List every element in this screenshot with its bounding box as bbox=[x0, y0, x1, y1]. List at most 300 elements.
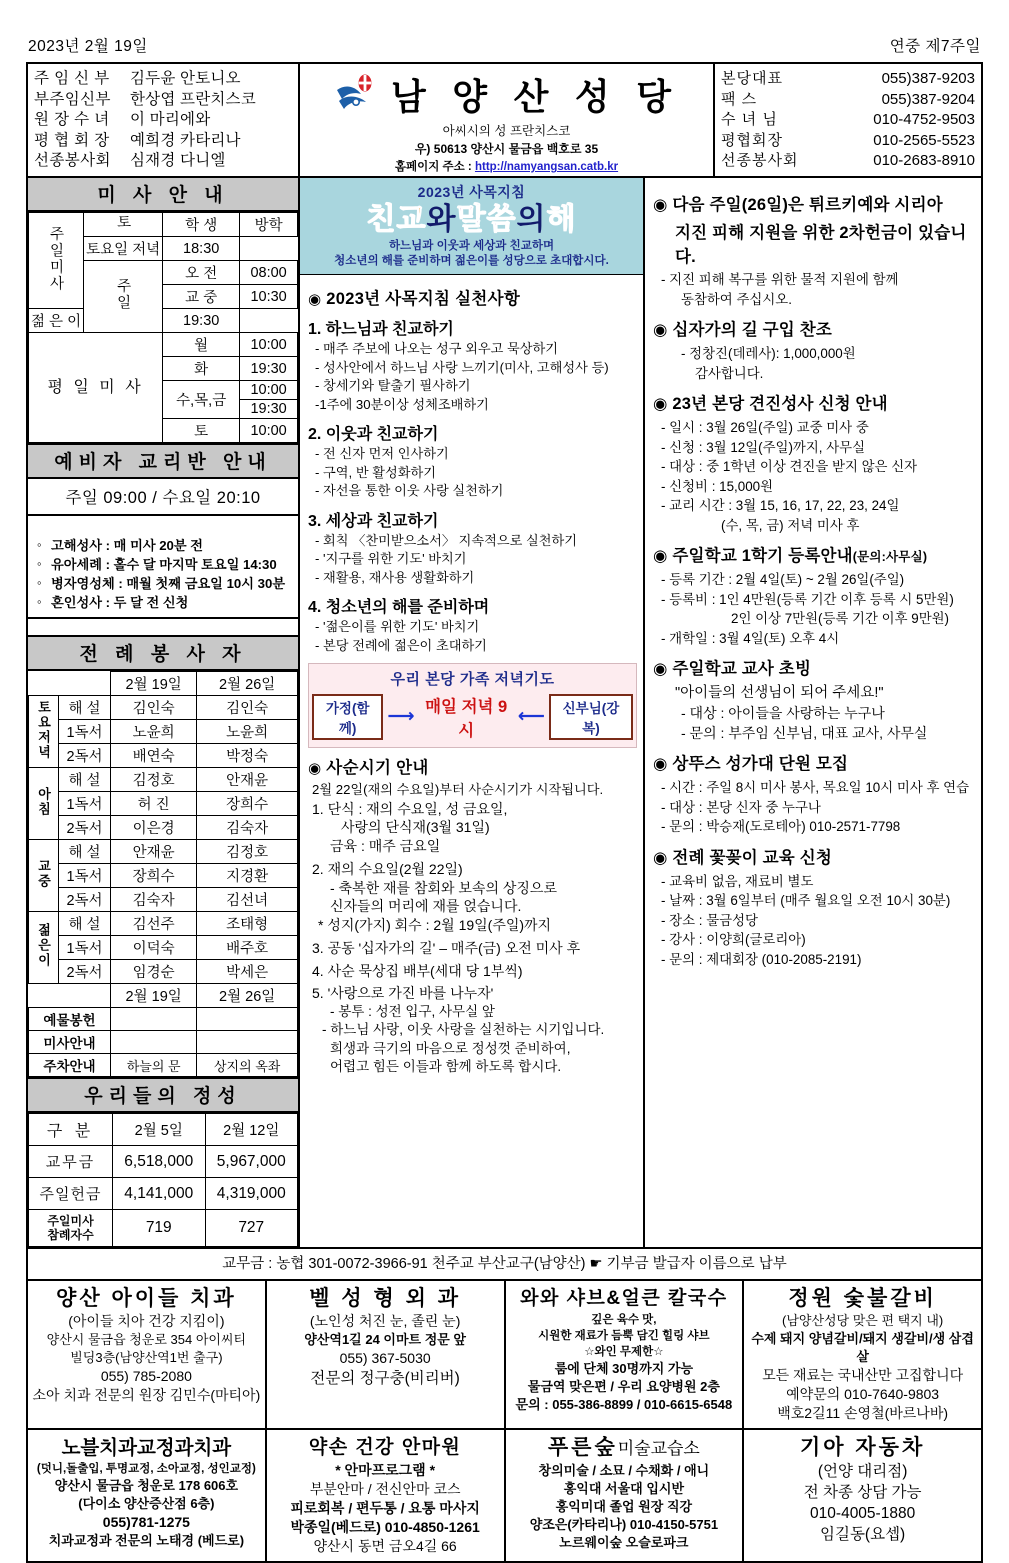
bullet-icon: ◉ bbox=[653, 395, 668, 413]
volunteer-role: 2독서 bbox=[59, 744, 111, 768]
staff-name: 심재경 다니엘 bbox=[130, 152, 226, 169]
table-row bbox=[29, 912, 298, 936]
volunteer-name: 김선녀 bbox=[197, 888, 298, 912]
announcement-heading-line2: 지진 피해 지원을 위한 2차헌금이 있습니다. bbox=[675, 224, 967, 266]
announcement-line: (수, 목, 금) 저녁 미사 후 bbox=[721, 517, 860, 533]
guideline-item: -1주에 30분이상 성체조배하기 bbox=[315, 396, 489, 412]
offering-table bbox=[28, 1113, 298, 1247]
family-prayer-box bbox=[308, 663, 637, 748]
announcement-line: - 교육비 없음, 재료비 별도 bbox=[661, 873, 814, 889]
contact-row bbox=[721, 151, 975, 172]
banner-word-3: 말씀 bbox=[456, 203, 517, 236]
ad-line: 치과교정과 전문의 노태경 (베드로) bbox=[48, 1532, 245, 1548]
ad-name: 양산 아이들 치과 bbox=[56, 1286, 237, 1310]
lent-heading bbox=[308, 754, 637, 778]
contact-value: 055)387-9203 bbox=[881, 70, 975, 87]
volunteer-group: 젊은이 bbox=[29, 912, 59, 984]
lent-item: 신자들의 머리에 재를 얹습니다. bbox=[330, 898, 522, 914]
announcement-heading-text: 다음 주일(26일)은 튀르키예와 시리아 bbox=[672, 196, 943, 214]
mass-time: 10:00 bbox=[240, 333, 298, 357]
mass-name: 젊 은 이 bbox=[29, 309, 84, 333]
table-row bbox=[29, 672, 298, 696]
banner-word-4: 의 bbox=[516, 203, 547, 236]
announcement-line: - 일시 : 3월 26일(주일) 교중 미사 중 bbox=[661, 420, 869, 435]
ad-card[interactable] bbox=[506, 1430, 745, 1561]
ad-line: 양산시 물금읍 청운로 354 아이씨티 bbox=[46, 1331, 247, 1347]
staff-row bbox=[34, 90, 298, 111]
lent-item: 어렵고 힘든 이들과 함께 하도록 합시다. bbox=[330, 1059, 562, 1074]
announcement-heading-text: 주일학교 1학기 등록안내 bbox=[672, 547, 853, 565]
staff-list bbox=[28, 64, 300, 176]
mass-name: 토 bbox=[163, 419, 240, 443]
ad-line: ☆와인 무제한☆ bbox=[584, 1345, 664, 1358]
announcement-line: - 개학일 : 3월 4일(토) 오후 4시 bbox=[661, 630, 840, 646]
liturgical-week: 연중 제7주일 bbox=[889, 38, 981, 55]
ad-line: 양산시 물금읍 청운로 178 606호 bbox=[54, 1477, 239, 1493]
ad-name-sub: 미술교습소 bbox=[617, 1438, 700, 1458]
ad-name: 약손 건강 안마원 bbox=[308, 1436, 462, 1458]
ad-line: 010-4005-1880 bbox=[810, 1504, 916, 1522]
volunteer-name: 조태형 bbox=[197, 912, 298, 936]
announcement-heading bbox=[653, 655, 973, 679]
church-identity bbox=[300, 64, 713, 176]
contact-value: 010-4752-9503 bbox=[873, 111, 975, 128]
bullet-icon: ◉ bbox=[653, 321, 668, 339]
ad-line: 부분안마 / 전신안마 코스 bbox=[309, 1480, 461, 1497]
middle-column bbox=[300, 178, 645, 1247]
ad-card[interactable] bbox=[28, 1430, 267, 1561]
volunteer-role: 1독서 bbox=[59, 720, 111, 744]
mass-time: 19:30 bbox=[240, 400, 298, 419]
banner-word-1: 친교 bbox=[366, 203, 427, 236]
mass-group-sunday bbox=[29, 213, 84, 309]
guideline-item: - 재활용, 재사용 생활화하기 bbox=[315, 569, 475, 585]
table-row bbox=[29, 1178, 298, 1210]
lent-item: 5. '사랑으로 가진 바를 나누자' bbox=[312, 985, 494, 1001]
ad-line: * 안마프로그램 * bbox=[335, 1461, 436, 1478]
extra-b: 상지의 옥좌 bbox=[197, 1054, 298, 1077]
guideline-title: 1. 하느님과 친교하기 bbox=[308, 321, 454, 338]
mass-day-sat bbox=[84, 213, 163, 237]
announcement-line: - 등록비 : 1인 4만원(등록 기간 이후 등록 시 5만원) bbox=[661, 591, 954, 607]
volunteers-col1-header: 2월 19일 bbox=[111, 672, 197, 696]
catechumen-title: 예비자 교리반 안내 bbox=[28, 443, 298, 479]
offering-label: 주일헌금 bbox=[29, 1178, 113, 1210]
volunteer-name: 지경환 bbox=[197, 864, 298, 888]
mass-schedule-title: 미 사 안 내 bbox=[28, 178, 298, 212]
bullet-icon: ◉ bbox=[653, 660, 668, 678]
announcement-line: - 교리 시간 : 3월 15, 16, 17, 22, 23, 24일 bbox=[661, 498, 900, 513]
bank-account-line: 교무금 : 농협 301-0072-3966-91 천주교 부산교구(남양산) ☛ 기부금 발급자 이름으로 납부 bbox=[26, 1247, 983, 1281]
bullet-icon: ◉ bbox=[653, 196, 668, 214]
volunteer-role: 1독서 bbox=[59, 864, 111, 888]
ad-line: (다이소 양산증산점 6층) bbox=[78, 1495, 215, 1511]
ad-name: 기아 자동차 bbox=[799, 1435, 926, 1459]
staff-name: 예희경 카타리나 bbox=[130, 131, 241, 149]
attendance-value: 719 bbox=[113, 1210, 206, 1247]
announcement-heading bbox=[653, 844, 973, 868]
staff-row bbox=[34, 69, 298, 90]
staff-row bbox=[34, 151, 298, 172]
guidelines-heading-text: 2023년 사목지침 실천사항 bbox=[326, 290, 521, 308]
volunteer-name: 장희수 bbox=[197, 792, 298, 816]
banner-subline-1: 하느님과 이웃과 세상과 친교하며 bbox=[388, 240, 555, 252]
ad-row bbox=[28, 1430, 981, 1561]
ad-card[interactable] bbox=[744, 1430, 981, 1561]
announcement-line: - 문의 : 제대회장 (010-2085-2191) bbox=[661, 951, 862, 967]
ad-line: 전문의 정구충(비리버) bbox=[310, 1369, 460, 1387]
mass-time: 18:30 bbox=[163, 237, 240, 261]
volunteer-name: 김정호 bbox=[111, 768, 197, 792]
offering-value: 6,518,000 bbox=[113, 1146, 206, 1178]
offering-value: 4,141,000 bbox=[113, 1178, 206, 1210]
offering-col1-header: 2월 5일 bbox=[113, 1114, 206, 1146]
volunteer-role: 해 설 bbox=[59, 696, 111, 720]
volunteers-col2-header: 2월 26일 bbox=[197, 672, 298, 696]
mass-day-label: 토 bbox=[114, 214, 131, 231]
volunteer-name: 안재윤 bbox=[111, 840, 197, 864]
volunteer-name: 이은경 bbox=[111, 816, 197, 840]
extra-a: 하늘의 문 bbox=[111, 1054, 197, 1077]
ad-line: 시원한 재료가 듬뿍 담긴 힐링 샤브 bbox=[538, 1329, 710, 1342]
volunteer-role: 해 설 bbox=[59, 912, 111, 936]
announcement-line: - 문의 : 박승재(도로테아) 010-2571-7798 bbox=[661, 819, 901, 834]
announcement-heading bbox=[653, 316, 973, 340]
ad-line: 깊은 육수 맛, bbox=[591, 1313, 657, 1326]
pastoral-year-banner bbox=[300, 178, 643, 275]
guideline-title: 3. 세상과 친교하기 bbox=[308, 512, 439, 530]
announcement-line: - 대상 : 중 1학년 이상 견진을 받지 않은 신자 bbox=[661, 459, 918, 474]
lent-item: 1. 단식 : 재의 수요일, 성 금요일, bbox=[312, 800, 508, 817]
announcement-heading-text: 주일학교 교사 초빙 bbox=[672, 660, 812, 678]
ad-line: (아이들 치아 건강 지킴이) bbox=[68, 1312, 225, 1329]
volunteer-group: 토요저녁 bbox=[29, 696, 59, 768]
volunteer-name: 노윤희 bbox=[111, 720, 197, 744]
contact-row bbox=[721, 90, 975, 111]
lent-item: 희생과 극기의 마음으로 정성껏 준비하여, bbox=[330, 1040, 571, 1056]
staff-role: 주 임 신 부 bbox=[34, 70, 110, 87]
guideline-item: - '젊은이를 위한 기도' 바치기 bbox=[315, 619, 480, 634]
ad-line: (덧니,돌출입, 투명교정, 소아교정, 성인교정) bbox=[36, 1462, 256, 1475]
catechumen-time: 주일 09:00 / 수요일 20:10 bbox=[28, 479, 298, 516]
arrow-right-icon: ⟶ bbox=[387, 706, 415, 727]
table-row bbox=[29, 720, 298, 744]
family-prayer-title: 우리 본당 가족 저녁기도 bbox=[390, 671, 555, 688]
announcement-line: - 등록 기간 : 2월 4일(토) ~ 2월 26일(주일) bbox=[661, 572, 905, 587]
offering-div-header: 구 분 bbox=[29, 1114, 113, 1146]
ad-card[interactable] bbox=[506, 1281, 745, 1428]
bullet-icon: ◉ bbox=[653, 547, 668, 565]
ad-line: 문의 : 055-386-8899 / 010-6615-6548 bbox=[515, 1396, 733, 1412]
volunteer-name: 김숙자 bbox=[197, 816, 298, 840]
announcement-heading bbox=[653, 542, 973, 566]
ad-line: 전 차종 상담 가능 bbox=[803, 1483, 922, 1501]
mass-time: 10:00 bbox=[240, 419, 298, 443]
homepage-label: 홈페이지 주소 : bbox=[394, 161, 472, 173]
volunteers-extra-col1: 2월 19일 bbox=[111, 984, 197, 1008]
ad-line: 모든 재료는 국내산만 고집합니다 bbox=[762, 1366, 964, 1383]
lent-item: - 봉투 : 성전 입구, 사무실 앞 bbox=[330, 1003, 495, 1019]
mass-group-label: 주일미사 bbox=[47, 225, 64, 292]
staff-role: 부주임신부 bbox=[34, 90, 111, 108]
offering-value: 5,967,000 bbox=[205, 1146, 298, 1178]
staff-name: 이 마리에와 bbox=[130, 111, 211, 128]
guideline-title: 4. 청소년의 해를 준비하며 bbox=[308, 599, 490, 616]
contact-value: 055)387-9204 bbox=[881, 90, 975, 108]
ad-name: 정원 숯불갈비 bbox=[788, 1286, 937, 1310]
table-row bbox=[29, 768, 298, 792]
lent-item: 2. 재의 수요일(2월 22일) bbox=[312, 861, 463, 877]
contact-label: 본당대표 bbox=[721, 70, 783, 87]
announcement-line: - 장소 : 물금성당 bbox=[661, 912, 758, 928]
bulletin-columns bbox=[26, 178, 983, 1249]
mass-name: 월 bbox=[163, 333, 240, 357]
lent-item: 4. 사순 묵상집 배부(세대 당 1부씩) bbox=[312, 962, 523, 979]
contact-row bbox=[721, 131, 975, 152]
family-prayer-left-chip: 가정(함께) bbox=[312, 694, 383, 740]
guideline-item: - 본당 전례에 젊은이 초대하기 bbox=[315, 637, 487, 653]
homepage-line bbox=[300, 158, 713, 174]
table-row bbox=[29, 840, 298, 864]
table-row bbox=[29, 960, 298, 984]
lent-intro: 2월 22일(재의 수요일)부터 사순시기가 시작됩니다. bbox=[312, 782, 604, 797]
contact-label: 팩 스 bbox=[721, 90, 758, 108]
table-row bbox=[29, 1210, 298, 1247]
ad-card[interactable] bbox=[267, 1430, 506, 1561]
staff-row bbox=[34, 131, 298, 152]
volunteer-name: 김인숙 bbox=[111, 696, 197, 720]
list-item: ◦ 혼인성사 : 두 달 전 신청 bbox=[36, 593, 296, 612]
announcement-line: - 정창진(데레사): 1,000,000원 bbox=[681, 346, 856, 361]
ad-line: 055) 367-5030 bbox=[339, 1349, 431, 1366]
guidelines-section bbox=[300, 275, 643, 1080]
extra-b bbox=[197, 1031, 298, 1054]
volunteers-table bbox=[28, 671, 298, 1077]
bullet-icon: ◉ bbox=[653, 755, 668, 773]
staff-role: 선종봉사회 bbox=[34, 152, 111, 169]
guideline-item: - 전 신자 먼저 인사하기 bbox=[315, 446, 449, 461]
ad-line: (언양 대리점) bbox=[817, 1462, 908, 1480]
volunteer-name: 안재윤 bbox=[197, 768, 298, 792]
volunteer-role: 해 설 bbox=[59, 768, 111, 792]
extra-a bbox=[111, 1008, 197, 1031]
table-row bbox=[29, 696, 298, 720]
ad-name: 와와 샤브&얼큰 칼국수 bbox=[520, 1287, 728, 1309]
attendance-label-line2: 참례자수 bbox=[47, 1228, 94, 1242]
guideline-item: - 회칙 〈찬미받으소서〉 지속적으로 실천하기 bbox=[315, 532, 577, 548]
table-row bbox=[29, 213, 298, 237]
lent-item: 금육 : 매주 금요일 bbox=[330, 837, 441, 854]
ad-line: 피로회복 / 편두통 / 요통 마사지 bbox=[290, 1499, 480, 1516]
ad-line: (남양산성당 맞은 편 택지 내) bbox=[782, 1312, 944, 1328]
extra-role: 미사안내 bbox=[29, 1031, 111, 1054]
attendance-value: 727 bbox=[205, 1210, 298, 1247]
mass-schedule-table bbox=[28, 212, 298, 443]
volunteer-name: 김정호 bbox=[197, 840, 298, 864]
table-row bbox=[29, 333, 298, 357]
mass-group-weekday: 평 일 미 사 bbox=[29, 333, 163, 443]
guideline-item: - 매주 주보에 나오는 성구 외우고 묵상하기 bbox=[315, 341, 558, 356]
volunteer-name: 배주호 bbox=[197, 936, 298, 960]
mass-name: 오 전 bbox=[163, 261, 240, 285]
bulletin-date: 2023년 2월 19일 bbox=[28, 38, 148, 55]
list-item: ◦ 고해성사 : 매 미사 20분 전 bbox=[36, 536, 296, 555]
staff-role: 평 협 회 장 bbox=[34, 131, 110, 149]
table-row bbox=[29, 1031, 298, 1054]
bullet-icon: ◉ bbox=[308, 760, 322, 777]
lent-item: - 하느님 사랑, 이웃 사랑을 실천하는 시기입니다. bbox=[322, 1022, 605, 1037]
church-address: 우) 50613 양산시 물금읍 백호로 35 bbox=[414, 142, 599, 156]
offering-value: 4,319,000 bbox=[205, 1178, 298, 1210]
table-row bbox=[29, 1146, 298, 1178]
ad-line: 룸에 단체 30명까지 가능 bbox=[554, 1360, 694, 1376]
volunteer-name: 김선주 bbox=[111, 912, 197, 936]
table-row bbox=[29, 792, 298, 816]
ad-name bbox=[509, 1435, 740, 1462]
attendance-label-line1: 주일미사 bbox=[47, 1214, 94, 1228]
mass-time: 19:30 bbox=[240, 357, 298, 381]
announcement-quote: "아이들의 선생님이 되어 주세요!" bbox=[675, 685, 884, 701]
announcement-heading-note: (문의:사무실) bbox=[852, 550, 928, 564]
volunteer-role: 2독서 bbox=[59, 960, 111, 984]
contact-value: 010-2683-8910 bbox=[873, 152, 975, 169]
mass-name: 토요일 저녁 bbox=[84, 237, 163, 261]
mass-time: 10:30 bbox=[240, 285, 298, 309]
list-item: ◦ 유아세례 : 홀수 달 마지막 토요일 14:30 bbox=[36, 555, 296, 574]
dateline bbox=[26, 34, 983, 62]
lent-item: 3. 공동 '십자가의 길' – 매주(금) 오전 미사 후 bbox=[312, 940, 581, 956]
mass-time: 19:30 bbox=[163, 309, 240, 333]
mass-name: 화 bbox=[163, 357, 240, 381]
announcement-line: - 대상 : 본당 신자 중 누구나 bbox=[661, 799, 821, 815]
announcement-line: - 신청 : 3월 12일(주일)까지, 사무실 bbox=[661, 439, 866, 455]
ad-line: 백호2길11 손영철(바르나바) bbox=[777, 1404, 949, 1421]
ad-name-main: 푸른숲 bbox=[547, 1435, 618, 1459]
patron-saint: 아씨시의 성 프란치스코 bbox=[442, 124, 571, 138]
table-row bbox=[29, 1008, 298, 1031]
offering-label: 교무금 bbox=[29, 1146, 113, 1178]
volunteer-name: 박세은 bbox=[197, 960, 298, 984]
staff-role: 원 장 수 녀 bbox=[34, 111, 110, 128]
table-row bbox=[29, 864, 298, 888]
announcement-line: 2인 이상 7만원(등록 기간 이후 9만원) bbox=[731, 611, 950, 626]
family-prayer-row bbox=[312, 693, 633, 741]
volunteer-group: 아침 bbox=[29, 768, 59, 840]
family-prayer-time: 매일 저녁 9시 bbox=[425, 698, 508, 740]
announcement-heading bbox=[653, 390, 973, 414]
ad-line: (노인성 처진 눈, 졸린 눈) bbox=[309, 1312, 461, 1329]
table-row bbox=[29, 744, 298, 768]
lent-item: 사랑의 단식재(3월 31일) bbox=[341, 819, 490, 835]
ad-card[interactable] bbox=[744, 1281, 981, 1428]
table-row bbox=[29, 816, 298, 840]
volunteer-name: 김숙자 bbox=[111, 888, 197, 912]
mass-time: 08:00 bbox=[240, 261, 298, 285]
contact-label: 선종봉사회 bbox=[721, 152, 799, 169]
announcement-heading-text: 십자가의 길 구입 찬조 bbox=[672, 321, 833, 339]
bullet-icon: ◉ bbox=[653, 848, 668, 867]
lent-item: * 성지(가지) 회수 : 2월 19일(주일)까지 bbox=[318, 916, 552, 933]
staff-name: 한상엽 프란치스코 bbox=[130, 90, 256, 108]
ad-line: 홍익미대 졸업 원장 직강 bbox=[555, 1498, 693, 1514]
attendance-label bbox=[29, 1210, 113, 1247]
guideline-item: - 창세기와 탈출기 필사하기 bbox=[315, 378, 471, 393]
staff-row bbox=[34, 110, 298, 131]
announcement-heading bbox=[653, 191, 973, 215]
bullet-icon: ◉ bbox=[308, 291, 322, 308]
ad-card[interactable] bbox=[267, 1281, 506, 1428]
announcement-line: - 날짜 : 3월 6일부터 (매주 월요일 오전 10시 30분) bbox=[661, 893, 951, 908]
volunteer-name: 장희수 bbox=[111, 864, 197, 888]
extra-role: 예물봉헌 bbox=[29, 1008, 111, 1031]
mass-time: 10:00 bbox=[240, 381, 298, 400]
guidelines-heading bbox=[308, 285, 637, 309]
family-prayer-right-chip: 신부님(강복) bbox=[549, 694, 633, 740]
offering-col2-header: 2월 12일 bbox=[205, 1114, 298, 1146]
volunteer-group: 교중 bbox=[29, 840, 59, 912]
ad-line: 노르웨이숲 오슬로파크 bbox=[559, 1534, 689, 1550]
volunteers-title: 전 례 봉 사 자 bbox=[28, 635, 298, 671]
volunteer-name: 임경순 bbox=[111, 960, 197, 984]
ad-line: 055)781-1275 bbox=[102, 1513, 190, 1530]
ad-line: 박종일(베드로) 010-4850-1261 bbox=[290, 1518, 480, 1535]
mass-day-label: 주일 bbox=[114, 278, 131, 311]
announcement-line: - 신청비 : 15,000원 bbox=[661, 478, 774, 494]
table-row bbox=[29, 309, 298, 333]
homepage-link[interactable]: http://namyangsan.catb.kr bbox=[474, 161, 619, 173]
banner-word-5: 해 bbox=[546, 203, 577, 236]
ad-line: 양산역1길 24 이마트 정문 앞 bbox=[304, 1331, 466, 1347]
guideline-title: 2. 이웃과 친교하기 bbox=[308, 426, 439, 443]
advertisement-grid bbox=[26, 1281, 983, 1563]
volunteer-name: 박정숙 bbox=[197, 744, 298, 768]
ad-line: 물금역 맞은편 / 우리 요양병원 2층 bbox=[527, 1378, 720, 1394]
contact-label: 수 녀 님 bbox=[721, 111, 778, 128]
lent-item: - 축복한 재를 참회와 보속의 상징으로 bbox=[330, 879, 557, 896]
mass-day-sun bbox=[84, 261, 163, 333]
volunteer-role: 2독서 bbox=[59, 888, 111, 912]
right-column bbox=[645, 178, 981, 1247]
volunteer-name: 이덕숙 bbox=[111, 936, 197, 960]
left-column bbox=[28, 178, 300, 1247]
contact-value: 010-2565-5523 bbox=[873, 131, 975, 149]
volunteer-role: 2독서 bbox=[59, 816, 111, 840]
staff-name: 김두윤 안토니오 bbox=[130, 70, 241, 87]
banner-word-2: 와 bbox=[426, 203, 457, 236]
sacrament-list bbox=[28, 532, 298, 619]
volunteers-extra-col2: 2월 26일 bbox=[197, 984, 298, 1008]
contact-row bbox=[721, 110, 975, 131]
announcement-heading-text: 23년 본당 견진성사 신청 안내 bbox=[672, 395, 888, 413]
ad-card[interactable] bbox=[28, 1281, 267, 1428]
table-row bbox=[29, 888, 298, 912]
list-item: ◦ 병자영성체 : 매월 첫째 금요일 10시 30분 bbox=[36, 574, 296, 593]
ad-name: 노블치과교정과치과 bbox=[61, 1436, 232, 1459]
volunteer-name: 허 진 bbox=[111, 792, 197, 816]
ad-line: 양조은(카타리나) 010-4150-5751 bbox=[529, 1516, 719, 1532]
volunteer-role: 해 설 bbox=[59, 840, 111, 864]
banner-year-line: 2023년 사목지침 bbox=[417, 184, 526, 200]
volunteer-name: 김인숙 bbox=[197, 696, 298, 720]
lent-heading-text: 사순시기 안내 bbox=[326, 759, 429, 777]
mass-name: 교 중 bbox=[163, 285, 240, 309]
extra-role: 주차안내 bbox=[29, 1054, 111, 1077]
volunteer-name: 배연숙 bbox=[111, 744, 197, 768]
volunteer-role: 1독서 bbox=[59, 936, 111, 960]
extra-b bbox=[197, 1008, 298, 1031]
arrow-left-icon: ⟵ bbox=[517, 706, 545, 727]
announcement-line: - 지진 피해 복구를 위한 물적 지원에 함께 bbox=[661, 272, 899, 287]
